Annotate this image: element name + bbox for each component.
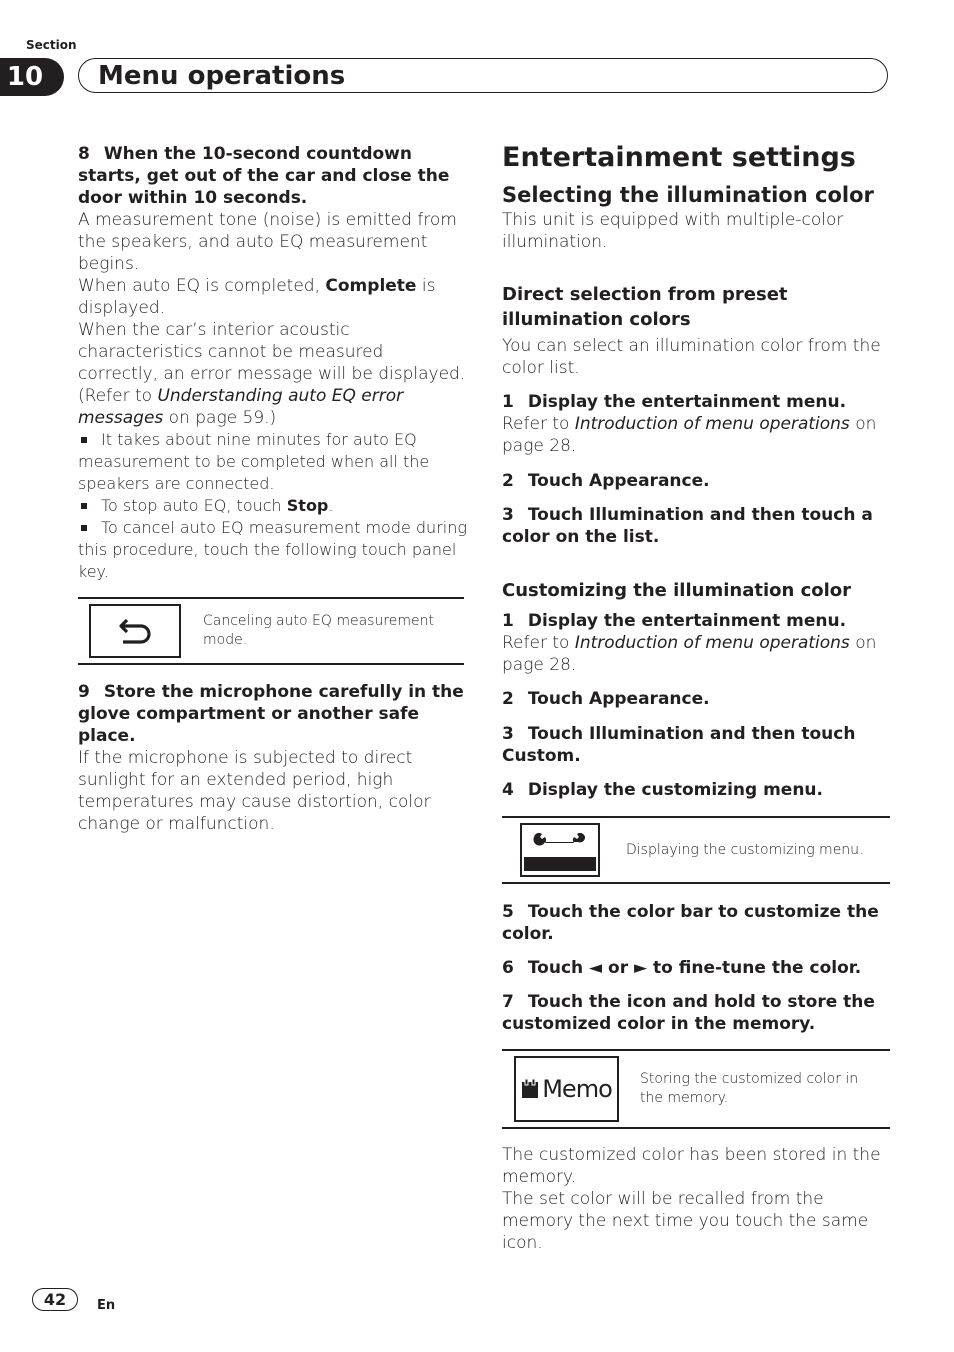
key-description: Displaying the customizing menu. bbox=[626, 841, 864, 858]
left-column bbox=[78, 143, 468, 835]
right-column bbox=[502, 141, 890, 1254]
heading-entertainment-settings: Entertainment settings bbox=[502, 142, 856, 173]
section-label: Section bbox=[26, 38, 77, 52]
heading-customizing: Customizing the illumination color bbox=[502, 580, 852, 601]
bullet-icon bbox=[81, 503, 87, 509]
step-9: 9 Store the microphone carefully in the glove compartment or another safe place. bbox=[78, 682, 464, 746]
key-description: Storing the customized color in the memory. bbox=[640, 1071, 859, 1106]
custom-step-4: 4 Display the customizing menu. bbox=[502, 780, 823, 800]
paragraph-complete: When auto EQ is completed, Complete is displayed. bbox=[78, 276, 436, 318]
wrench-icon bbox=[530, 829, 590, 853]
page-title: Menu operations bbox=[98, 61, 346, 91]
paragraph-stored: The customized color has been stored in the memory. bbox=[502, 1145, 881, 1187]
paragraph-sunlight: If the microphone is subjected to direct sunlight for an extended period, high temperatures may cause distortion, color change or malfunction. bbox=[78, 748, 431, 834]
custom-step-2: 2 Touch Appearance. bbox=[502, 689, 710, 709]
custom-step-5: 5 Touch the color bar to customize the color. bbox=[502, 902, 879, 944]
paragraph-recall: The set color will be recalled from the memory the next time you touch the same icon. bbox=[502, 1189, 869, 1253]
key-table-customize bbox=[502, 816, 890, 884]
step-8: 8 When the 10-second countdown starts, get out of the car and close the door within 10 seconds. bbox=[78, 144, 450, 208]
note-stop: To stop auto EQ, touch Stop. bbox=[78, 495, 468, 517]
back-arrow-icon bbox=[117, 616, 153, 646]
memo-icon bbox=[521, 1079, 539, 1099]
custom-step-7: 7 Touch the icon and hold to store the customized color in the memory. bbox=[502, 992, 875, 1034]
custom-step-1: 1 Display the entertainment menu. bbox=[502, 611, 847, 631]
paragraph-intro: This unit is equipped with multiple-color illumination. bbox=[502, 210, 844, 252]
bullet-icon bbox=[81, 437, 87, 443]
custom-step-3: 3 Touch Illumination and then touch Custom. bbox=[502, 724, 856, 766]
direct-step-1: 1 Display the entertainment menu. bbox=[502, 392, 847, 412]
heading-direct-selection: Direct selection from preset illumination colors bbox=[502, 284, 788, 330]
direct-step-2: 2 Touch Appearance. bbox=[502, 471, 710, 491]
bar-icon bbox=[524, 857, 596, 871]
paragraph-direct-intro: You can select an illumination color from the color list. bbox=[502, 336, 881, 378]
note-cancel: To cancel auto EQ measurement mode during this procedure, touch the following touch panel key. bbox=[78, 518, 467, 581]
customize-key-button[interactable] bbox=[520, 823, 600, 877]
custom-step-6: 6 Touch ◄ or ► to fine-tune the color. bbox=[502, 958, 862, 978]
custom-step-1-ref: Refer to Introduction of menu operations on page 28. bbox=[502, 633, 877, 675]
heading-selecting-illumination: Selecting the illumination color bbox=[502, 183, 874, 207]
back-key-button[interactable] bbox=[89, 604, 181, 658]
language-label: En bbox=[97, 1298, 116, 1313]
paragraph-error: When the car’s interior acoustic characteristics cannot be measured correctly, an error message will be displayed. (Refer to Understanding auto EQ error messages on page 59.) bbox=[78, 320, 466, 428]
key-table-cancel bbox=[78, 597, 464, 665]
page-number: 42 bbox=[32, 1288, 78, 1311]
key-table-memo bbox=[502, 1049, 890, 1129]
memo-label: Memo bbox=[542, 1075, 612, 1103]
bullet-icon bbox=[81, 525, 87, 531]
direct-step-1-ref: Refer to Introduction of menu operations on page 28. bbox=[502, 414, 877, 456]
note-nine-minutes: It takes about nine minutes for auto EQ measurement to be completed when all the speakers are connected. bbox=[78, 430, 430, 493]
paragraph-measurement-tone: A measurement tone (noise) is emitted from the speakers, and auto EQ measurement begins. bbox=[78, 210, 457, 274]
direct-step-3: 3 Touch Illumination and then touch a color on the list. bbox=[502, 505, 873, 547]
key-description: Canceling auto EQ measurement mode. bbox=[203, 613, 434, 648]
section-number-badge: 10 bbox=[0, 58, 64, 96]
memo-key-button[interactable] bbox=[514, 1056, 619, 1122]
